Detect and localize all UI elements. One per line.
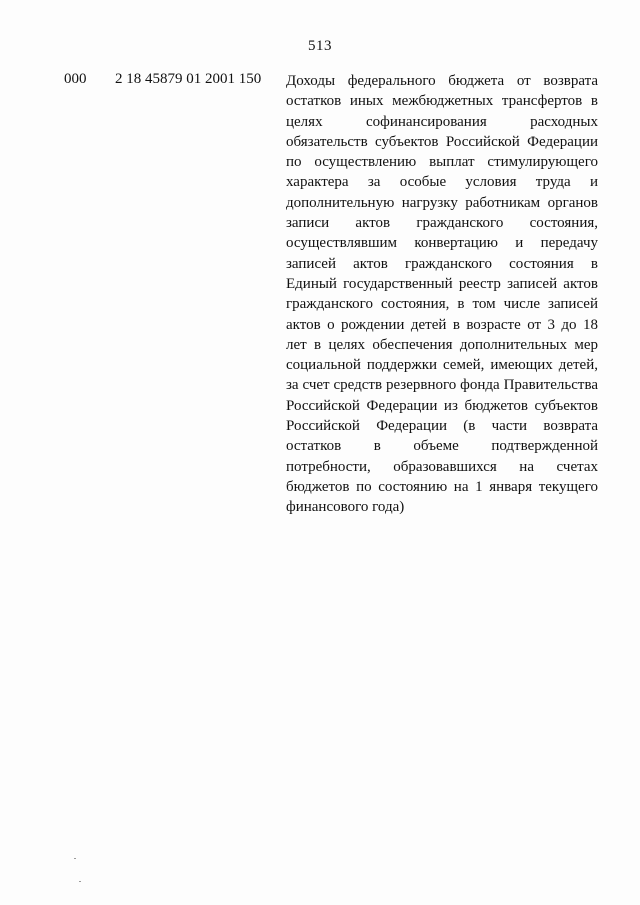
scan-speck — [79, 881, 81, 882]
revenue-description: Доходы федерального бюджета от возврата остатков иных межбюджетных трансфертов в целях софинансирования расходных обязательств субъектов Российской Федерации по осуществлению выплат стимулирующего характера за особые условия труда и дополнительную нагрузку работникам органов записи актов гражданского состояния, осуществлявшим конвертацию и передачу записей актов гражданского состояния в Единый государственный реестр записей актов гражданского состояния, в том числе записей актов о рождении детей в возрасте от 3 до 18 лет в целях обеспечения дополнительных мер социальной поддержки семей, имеющих детей, за счет средств резервного фонда Правительства Российской Федерации из бюджетов субъектов Российской Федерации (в части возврата остатков в объеме подтвержденной потребности, образовавшихся на счетах бюджетов по состоянию на 1 января текущего финансового года) — [286, 73, 598, 516]
scan-speck — [74, 858, 76, 859]
page-number: 513 — [308, 38, 332, 54]
budget-classification-code: 2 18 45879 01 2001 150 — [115, 71, 262, 87]
administrator-code: 000 — [64, 71, 87, 87]
